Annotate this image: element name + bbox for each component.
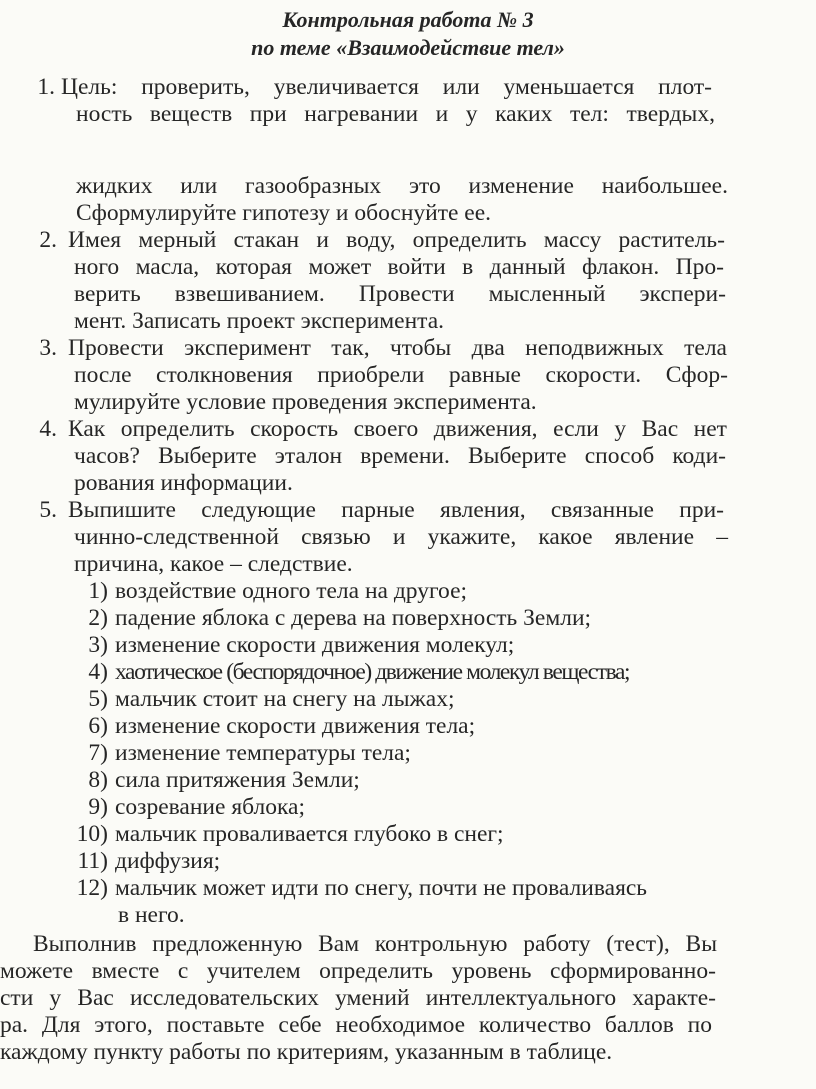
task-number: 5. xyxy=(39,497,57,523)
task-line: мулируйте условие проведения эксперимента. xyxy=(74,389,537,415)
phenomenon-number: 2) xyxy=(88,605,108,631)
paragraph-line: можете вместе с учителем определить уровень сформированно- xyxy=(0,958,716,984)
phenomenon-text: изменение температуры тела; xyxy=(115,740,411,766)
paragraph-line: сти у Вас исследовательских умений интеллектуального характе- xyxy=(0,985,716,1011)
task-line: рования информации. xyxy=(74,470,293,496)
phenomenon-text: изменение скорости движения молекул; xyxy=(115,632,515,658)
phenomenon-text: диффузия; xyxy=(115,848,221,874)
phenomenon-text: сила притяжения Земли; xyxy=(115,767,360,793)
phenomenon-text: мальчик может идти по снегу, почти не проваливаясь xyxy=(115,875,648,901)
task-line: верить взвешиванием. Провести мысленный экспери- xyxy=(74,281,726,307)
phenomenon-text: в него. xyxy=(118,902,185,928)
phenomenon-text: воздействие одного тела на другое; xyxy=(115,578,468,604)
task-line: часов? Выберите эталон времени. Выберите способ коди- xyxy=(74,443,726,469)
task-line: причина, какое – следствие. xyxy=(74,551,353,577)
paragraph-line: Выполнив предложенную Вам контрольную работу (тест), Вы xyxy=(33,931,717,957)
task-line: ность веществ при нагревании и у каких тел: твердых, xyxy=(76,101,715,127)
task-line: Сформулируйте гипотезу и обоснуйте ее. xyxy=(76,200,492,226)
page-subtitle: по теме «Взаимодействие тел» xyxy=(251,35,565,60)
page-title: Контрольная работа № 3 xyxy=(282,7,534,32)
phenomenon-text: падение яблока с дерева на поверхность Земли; xyxy=(115,605,592,631)
phenomenon-number: 1) xyxy=(88,578,108,604)
paragraph-line: каждому пункту работы по критериям, указанным в таблице. xyxy=(0,1039,613,1065)
task-number: 2. xyxy=(39,227,57,253)
phenomenon-text: хаотическое (беспорядочное) движение молекул вещества; xyxy=(115,659,630,685)
task-number: 4. xyxy=(39,416,57,442)
phenomenon-text: мальчик стоит на снегу на лыжах; xyxy=(115,686,455,712)
task-line: жидких или газообразных это изменение наибольшее. xyxy=(76,173,728,199)
phenomenon-number: 3) xyxy=(88,632,108,658)
task-line: после столкновения приобрели равные скорости. Сфор- xyxy=(74,362,728,388)
task-line: мент. Записать проект эксперимента. xyxy=(74,308,445,334)
task-number: 1. xyxy=(37,74,55,100)
task-line: Провести эксперимент так, чтобы два неподвижных тела xyxy=(68,335,727,361)
phenomenon-number: 10) xyxy=(76,821,108,847)
phenomenon-number: 9) xyxy=(88,794,108,820)
task-line: Цель: проверить, увеличивается или уменьшается плот- xyxy=(61,74,712,100)
task-line: Имея мерный стакан и воду, определить массу раститель- xyxy=(68,227,725,253)
phenomenon-number: 12) xyxy=(76,875,108,901)
task-line: Выпишите следующие парные явления, связанные при- xyxy=(68,497,724,523)
task-line: Как определить скорость своего движения, если у Вас нет xyxy=(68,416,727,442)
phenomenon-text: мальчик проваливается глубоко в снег; xyxy=(115,821,504,847)
phenomenon-text: созревание яблока; xyxy=(115,794,305,820)
task-line: ного масла, которая может войти в данный флакон. Про- xyxy=(74,254,724,280)
phenomenon-number: 4) xyxy=(88,659,108,685)
phenomenon-number: 7) xyxy=(88,740,108,766)
phenomenon-number: 11) xyxy=(77,848,108,874)
phenomenon-number: 8) xyxy=(88,767,108,793)
task-line: чинно-следственной связью и укажите, какое явление – xyxy=(74,524,728,550)
phenomenon-text: изменение скорости движения тела; xyxy=(115,713,476,739)
phenomenon-number: 5) xyxy=(88,686,108,712)
paragraph-line: ра. Для этого, поставьте себе необходимое количество баллов по xyxy=(0,1012,712,1038)
task-number: 3. xyxy=(39,335,57,361)
phenomenon-number: 6) xyxy=(88,713,108,739)
